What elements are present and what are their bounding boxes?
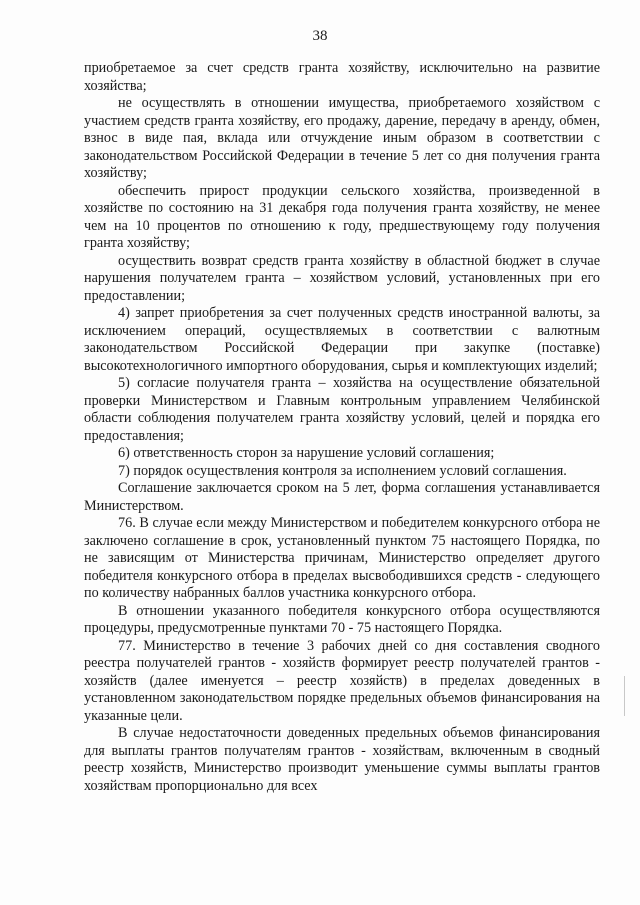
paragraph: приобретаемое за счет средств гранта хозяйству, исключительно на развитие хозяйства; <box>84 60 600 94</box>
paragraph: 5) согласие получателя гранта – хозяйства на осуществление обязательной проверки Министерством и Главным контрольным управлением Челябинской области соблюдения получателем гранта хозяйству условий, целей и порядка его предоставления; <box>84 375 600 444</box>
paragraph: Соглашение заключается сроком на 5 лет, форма соглашения устанавливается Министерством. <box>84 480 600 514</box>
paragraph: обеспечить прирост продукции сельского хозяйства, произведенной в хозяйстве по состоянию на 31 декабря года получения гранта хозяйству, не менее чем на 10 процентов по отношению к году, предшествующему году получения гранта хозяйству; <box>84 182 600 251</box>
paragraph: 77. Министерство в течение 3 рабочих дней со дня составления сводного реестра получателей грантов - хозяйств формирует реестр получателей грантов - хозяйств (далее именуется – реестр хозяйств) в пределах доведенных в установленном законодательством порядке предельных объемов финансирования на указанные цели. <box>84 637 600 724</box>
page-number: 38 <box>312 28 328 44</box>
document-body <box>84 60 600 795</box>
paragraph: не осуществлять в отношении имущества, приобретаемого хозяйством с участием средств гранта хозяйству, его продажу, дарение, передачу в аренду, обмен, взнос в виде пая, вклада или отчуждение иным образом в соответствии с законодательством Российской Федерации в течение 5 лет со дня получения гранта хозяйству; <box>84 95 600 181</box>
paragraph: 7) порядок осуществления контроля за исполнением условий соглашения. <box>118 462 567 479</box>
paragraph: осуществить возврат средств гранта хозяйству в областной бюджет в случае нарушения получателем гранта – хозяйством условий, установленных при его предоставлении; <box>84 252 600 304</box>
scan-artifact <box>624 676 625 716</box>
paragraph: 76. В случае если между Министерством и победителем конкурсного отбора не заключено соглашение в срок, установленный пунктом 75 настоящего Порядка, по не зависящим от Министерства причинам, Министерство определяет другого победителя конкурсного отбора в пределах высвободившихся средств - следующего по количеству набранных баллов участника конкурсного отбора. <box>84 515 600 601</box>
paragraph: В отношении указанного победителя конкурсного отбора осуществляются процедуры, предусмотренные пунктами 70 - 75 настоящего Порядка. <box>84 602 600 636</box>
paragraph: 6) ответственность сторон за нарушение условий соглашения; <box>118 445 495 461</box>
paragraph: 4) запрет приобретения за счет полученных средств иностранной валюты, за исключением операций, осуществляемых в соответствии с валютным законодательством Российской Федерации при закупке (поставке) высокотехнологичного импортного оборудования, сырья и комплектующих изделий; <box>84 305 600 374</box>
paragraph: В случае недостаточности доведенных предельных объемов финансирования для выплаты грантов получателям грантов - хозяйствам, включенным в сводный реестр хозяйств, Министерство производит уменьшение суммы выплаты грантов хозяйствам пропорционально для всех <box>84 725 600 794</box>
